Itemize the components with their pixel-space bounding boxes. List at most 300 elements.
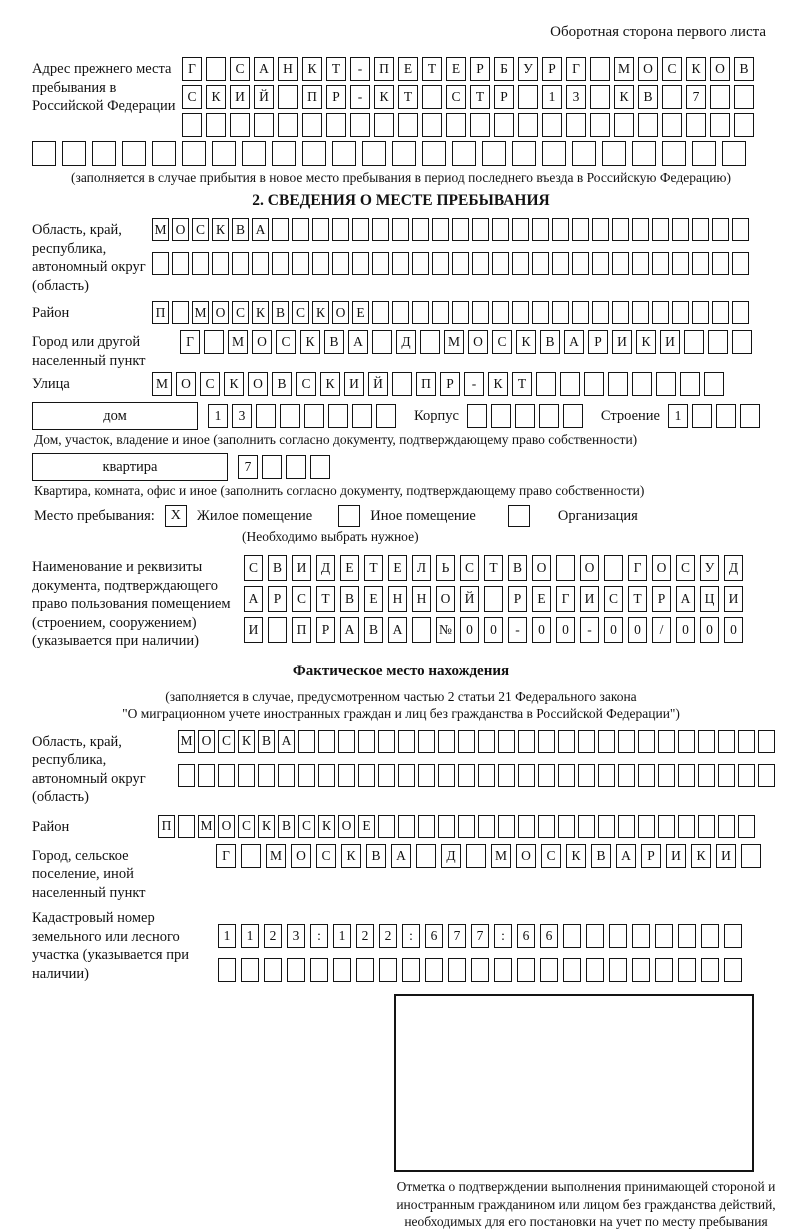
char-cell[interactable] [448,958,466,982]
char-cell[interactable] [378,815,395,838]
char-cell[interactable]: О [638,57,658,81]
char-cell[interactable]: В [364,617,383,643]
char-cell[interactable] [614,113,634,137]
char-cell[interactable] [578,730,595,753]
char-cell[interactable] [618,815,635,838]
char-cell[interactable]: В [540,330,560,354]
char-cell[interactable] [286,455,306,479]
char-cell[interactable] [272,252,289,275]
char-cell[interactable]: Д [441,844,461,868]
char-cell[interactable] [698,815,715,838]
char-cell[interactable] [256,404,276,428]
char-cell[interactable] [692,301,709,324]
char-cell[interactable] [358,764,375,787]
char-cell[interactable] [701,924,719,948]
char-cell[interactable]: С [292,301,309,324]
char-cell[interactable] [638,815,655,838]
char-cell[interactable] [241,958,259,982]
char-cell[interactable] [494,113,514,137]
char-cell[interactable]: 0 [676,617,695,643]
char-cell[interactable]: Р [641,844,661,868]
char-cell[interactable]: Й [460,586,479,612]
char-cell[interactable] [452,301,469,324]
char-cell[interactable] [738,730,755,753]
char-cell[interactable] [515,404,535,428]
char-cell[interactable] [398,730,415,753]
char-cell[interactable] [540,958,558,982]
char-cell[interactable]: В [638,85,658,109]
char-cell[interactable] [578,764,595,787]
char-cell[interactable] [592,252,609,275]
char-cell[interactable] [412,301,429,324]
char-cell[interactable] [512,141,536,166]
char-cell[interactable]: М [614,57,634,81]
char-cell[interactable] [658,815,675,838]
char-cell[interactable] [686,113,706,137]
char-cell[interactable] [412,252,429,275]
char-cell[interactable] [332,252,349,275]
char-cell[interactable]: С [298,815,315,838]
char-cell[interactable] [632,301,649,324]
char-cell[interactable]: К [312,301,329,324]
char-cell[interactable]: У [518,57,538,81]
char-cell[interactable]: 0 [484,617,503,643]
char-cell[interactable]: А [616,844,636,868]
char-cell[interactable] [632,958,650,982]
char-cell[interactable] [254,113,274,137]
char-cell[interactable]: 3 [287,924,305,948]
char-cell[interactable] [584,372,604,396]
char-cell[interactable] [122,141,146,166]
char-cell[interactable]: С [492,330,512,354]
char-cell[interactable]: 7 [471,924,489,948]
char-cell[interactable] [438,764,455,787]
char-cell[interactable] [602,141,626,166]
char-cell[interactable] [302,141,326,166]
char-cell[interactable]: Р [542,57,562,81]
char-cell[interactable]: / [652,617,671,643]
char-cell[interactable] [352,404,372,428]
char-cell[interactable]: О [580,555,599,581]
char-cell[interactable]: К [374,85,394,109]
char-cell[interactable] [298,730,315,753]
char-cell[interactable]: К [566,844,586,868]
char-cell[interactable]: М [178,730,195,753]
char-cell[interactable] [734,113,754,137]
char-cell[interactable] [632,252,649,275]
char-cell[interactable]: Г [566,57,586,81]
char-cell[interactable] [609,958,627,982]
char-cell[interactable] [572,252,589,275]
char-cell[interactable] [212,252,229,275]
char-cell[interactable]: Т [316,586,335,612]
char-cell[interactable]: О [436,586,455,612]
char-cell[interactable] [432,218,449,241]
char-cell[interactable] [518,764,535,787]
char-cell[interactable]: 6 [540,924,558,948]
char-cell[interactable] [372,330,392,354]
char-cell[interactable]: Т [484,555,503,581]
char-cell[interactable] [552,301,569,324]
kvartira-box[interactable]: квартира [32,453,228,481]
char-cell[interactable] [379,958,397,982]
char-cell[interactable]: 1 [333,924,351,948]
char-cell[interactable] [372,218,389,241]
char-cell[interactable] [471,958,489,982]
char-cell[interactable] [432,252,449,275]
char-cell[interactable]: Д [396,330,416,354]
char-cell[interactable]: С [296,372,316,396]
char-cell[interactable] [478,815,495,838]
char-cell[interactable]: 7 [448,924,466,948]
char-cell[interactable]: А [278,730,295,753]
char-cell[interactable] [212,141,236,166]
char-cell[interactable] [472,218,489,241]
char-cell[interactable]: К [300,330,320,354]
char-cell[interactable]: : [494,924,512,948]
char-cell[interactable] [280,404,300,428]
char-cell[interactable]: Г [180,330,200,354]
char-cell[interactable]: С [460,555,479,581]
char-cell[interactable]: 0 [700,617,719,643]
char-cell[interactable]: О [332,301,349,324]
char-cell[interactable] [350,113,370,137]
char-cell[interactable] [422,113,442,137]
char-cell[interactable]: К [488,372,508,396]
char-cell[interactable]: К [341,844,361,868]
char-cell[interactable]: К [212,218,229,241]
char-cell[interactable]: М [152,372,172,396]
char-cell[interactable] [556,555,575,581]
char-cell[interactable]: К [206,85,226,109]
char-cell[interactable] [740,404,760,428]
char-cell[interactable] [512,252,529,275]
char-cell[interactable]: С [604,586,623,612]
char-cell[interactable]: Й [368,372,388,396]
char-cell[interactable] [304,404,324,428]
char-cell[interactable] [452,252,469,275]
char-cell[interactable] [472,252,489,275]
char-cell[interactable]: М [266,844,286,868]
char-cell[interactable] [672,218,689,241]
char-cell[interactable]: П [152,301,169,324]
char-cell[interactable] [206,113,226,137]
char-cell[interactable] [558,730,575,753]
char-cell[interactable] [732,218,749,241]
char-cell[interactable] [278,764,295,787]
char-cell[interactable]: С [182,85,202,109]
char-cell[interactable]: М [444,330,464,354]
char-cell[interactable]: С [238,815,255,838]
char-cell[interactable]: М [152,218,169,241]
char-cell[interactable] [692,141,716,166]
char-cell[interactable] [318,730,335,753]
char-cell[interactable] [498,764,515,787]
char-cell[interactable]: 0 [556,617,575,643]
char-cell[interactable] [292,252,309,275]
char-cell[interactable]: А [244,586,263,612]
char-cell[interactable] [466,844,486,868]
char-cell[interactable]: К [318,815,335,838]
char-cell[interactable] [352,218,369,241]
char-cell[interactable] [712,218,729,241]
char-cell[interactable] [539,404,559,428]
char-cell[interactable]: С [446,85,466,109]
char-cell[interactable]: В [340,586,359,612]
char-cell[interactable]: 1 [218,924,236,948]
char-cell[interactable]: 2 [264,924,282,948]
char-cell[interactable] [638,113,658,137]
char-cell[interactable]: Д [724,555,743,581]
char-cell[interactable]: - [508,617,527,643]
char-cell[interactable]: 6 [517,924,535,948]
char-cell[interactable]: Ь [436,555,455,581]
char-cell[interactable]: В [232,218,249,241]
char-cell[interactable] [552,218,569,241]
char-cell[interactable]: В [734,57,754,81]
char-cell[interactable]: - [350,85,370,109]
char-cell[interactable] [712,301,729,324]
char-cell[interactable]: Л [412,555,431,581]
char-cell[interactable] [238,764,255,787]
char-cell[interactable] [552,252,569,275]
char-cell[interactable]: Р [494,85,514,109]
char-cell[interactable] [172,301,189,324]
char-cell[interactable]: М [192,301,209,324]
char-cell[interactable] [698,764,715,787]
char-cell[interactable] [517,958,535,982]
char-cell[interactable]: 6 [425,924,443,948]
char-cell[interactable]: Т [422,57,442,81]
char-cell[interactable]: Т [326,57,346,81]
char-cell[interactable] [498,815,515,838]
char-cell[interactable] [710,85,730,109]
char-cell[interactable]: С [316,844,336,868]
char-cell[interactable] [378,730,395,753]
char-cell[interactable]: 1 [241,924,259,948]
char-cell[interactable] [452,218,469,241]
char-cell[interactable] [724,924,742,948]
char-cell[interactable] [494,958,512,982]
char-cell[interactable]: О [176,372,196,396]
char-cell[interactable]: И [666,844,686,868]
char-cell[interactable]: Е [446,57,466,81]
char-cell[interactable]: И [660,330,680,354]
char-cell[interactable]: Е [358,815,375,838]
char-cell[interactable]: Г [216,844,236,868]
char-cell[interactable]: 0 [604,617,623,643]
char-cell[interactable] [182,141,206,166]
char-cell[interactable] [655,958,673,982]
char-cell[interactable] [722,141,746,166]
char-cell[interactable] [182,113,202,137]
char-cell[interactable]: К [691,844,711,868]
char-cell[interactable] [712,252,729,275]
char-cell[interactable] [412,617,431,643]
char-cell[interactable]: Е [388,555,407,581]
char-cell[interactable] [560,372,580,396]
char-cell[interactable] [638,764,655,787]
char-cell[interactable] [262,455,282,479]
char-cell[interactable] [492,252,509,275]
char-cell[interactable]: 2 [379,924,397,948]
char-cell[interactable]: И [344,372,364,396]
char-cell[interactable]: И [612,330,632,354]
char-cell[interactable] [741,844,761,868]
char-cell[interactable] [704,372,724,396]
char-cell[interactable] [242,141,266,166]
char-cell[interactable]: : [310,924,328,948]
dom-box[interactable]: дом [32,402,198,430]
char-cell[interactable] [680,372,700,396]
char-cell[interactable]: Г [628,555,647,581]
char-cell[interactable] [268,617,287,643]
char-cell[interactable]: А [676,586,695,612]
char-cell[interactable] [264,958,282,982]
char-cell[interactable] [578,815,595,838]
char-cell[interactable]: И [292,555,311,581]
char-cell[interactable] [432,301,449,324]
char-cell[interactable] [701,958,719,982]
char-cell[interactable] [698,730,715,753]
char-cell[interactable] [218,764,235,787]
char-cell[interactable] [458,815,475,838]
char-cell[interactable]: И [580,586,599,612]
char-cell[interactable]: К [516,330,536,354]
char-cell[interactable] [598,815,615,838]
char-cell[interactable] [692,404,712,428]
char-cell[interactable]: В [258,730,275,753]
char-cell[interactable] [338,764,355,787]
char-cell[interactable] [536,372,556,396]
char-cell[interactable] [558,764,575,787]
char-cell[interactable] [632,924,650,948]
char-cell[interactable] [418,764,435,787]
char-cell[interactable]: О [516,844,536,868]
char-cell[interactable]: О [532,555,551,581]
char-cell[interactable]: С [192,218,209,241]
char-cell[interactable]: К [238,730,255,753]
char-cell[interactable] [618,764,635,787]
char-cell[interactable] [498,730,515,753]
char-cell[interactable] [392,252,409,275]
char-cell[interactable]: Е [340,555,359,581]
char-cell[interactable]: : [402,924,420,948]
char-cell[interactable] [192,252,209,275]
char-cell[interactable] [352,252,369,275]
char-cell[interactable] [446,113,466,137]
char-cell[interactable] [612,301,629,324]
char-cell[interactable]: О [248,372,268,396]
char-cell[interactable] [612,252,629,275]
char-cell[interactable]: У [700,555,719,581]
char-cell[interactable] [708,330,728,354]
char-cell[interactable]: - [580,617,599,643]
char-cell[interactable]: Р [588,330,608,354]
char-cell[interactable]: Т [398,85,418,109]
char-cell[interactable] [218,958,236,982]
char-cell[interactable] [278,113,298,137]
char-cell[interactable] [678,958,696,982]
char-cell[interactable]: О [710,57,730,81]
char-cell[interactable] [678,730,695,753]
char-cell[interactable]: П [302,85,322,109]
char-cell[interactable] [310,455,330,479]
char-cell[interactable] [656,372,676,396]
char-cell[interactable]: Ц [700,586,719,612]
char-cell[interactable] [392,218,409,241]
char-cell[interactable]: В [508,555,527,581]
char-cell[interactable] [422,85,442,109]
char-cell[interactable] [618,730,635,753]
char-cell[interactable] [732,330,752,354]
char-cell[interactable]: С [218,730,235,753]
char-cell[interactable]: 7 [238,455,258,479]
char-cell[interactable] [398,815,415,838]
char-cell[interactable] [298,764,315,787]
char-cell[interactable] [542,141,566,166]
char-cell[interactable] [538,764,555,787]
char-cell[interactable] [590,85,610,109]
char-cell[interactable] [326,113,346,137]
char-cell[interactable] [32,141,56,166]
char-cell[interactable]: Е [352,301,369,324]
char-cell[interactable] [398,113,418,137]
char-cell[interactable] [662,113,682,137]
char-cell[interactable] [518,85,538,109]
char-cell[interactable] [532,218,549,241]
char-cell[interactable] [302,113,322,137]
char-cell[interactable] [608,372,628,396]
char-cell[interactable]: Р [440,372,460,396]
char-cell[interactable] [491,404,511,428]
checkbox-inoe[interactable] [338,505,360,527]
char-cell[interactable] [392,372,412,396]
char-cell[interactable]: П [158,815,175,838]
char-cell[interactable]: Р [470,57,490,81]
char-cell[interactable] [358,730,375,753]
char-cell[interactable]: И [244,617,263,643]
char-cell[interactable]: В [272,301,289,324]
char-cell[interactable] [470,113,490,137]
char-cell[interactable]: К [320,372,340,396]
char-cell[interactable]: И [716,844,736,868]
char-cell[interactable] [692,252,709,275]
char-cell[interactable]: 0 [628,617,647,643]
char-cell[interactable]: О [198,730,215,753]
char-cell[interactable]: С [276,330,296,354]
checkbox-zhiloe[interactable]: X [165,505,187,527]
char-cell[interactable] [518,113,538,137]
char-cell[interactable]: Н [278,57,298,81]
char-cell[interactable] [420,330,440,354]
char-cell[interactable]: Т [628,586,647,612]
char-cell[interactable] [412,218,429,241]
char-cell[interactable]: - [464,372,484,396]
char-cell[interactable]: - [350,57,370,81]
char-cell[interactable]: О [172,218,189,241]
char-cell[interactable]: М [228,330,248,354]
char-cell[interactable] [92,141,116,166]
char-cell[interactable]: С [541,844,561,868]
char-cell[interactable] [586,958,604,982]
char-cell[interactable]: Б [494,57,514,81]
char-cell[interactable]: Г [556,586,575,612]
char-cell[interactable] [662,141,686,166]
char-cell[interactable] [632,218,649,241]
char-cell[interactable]: М [491,844,511,868]
char-cell[interactable] [492,301,509,324]
